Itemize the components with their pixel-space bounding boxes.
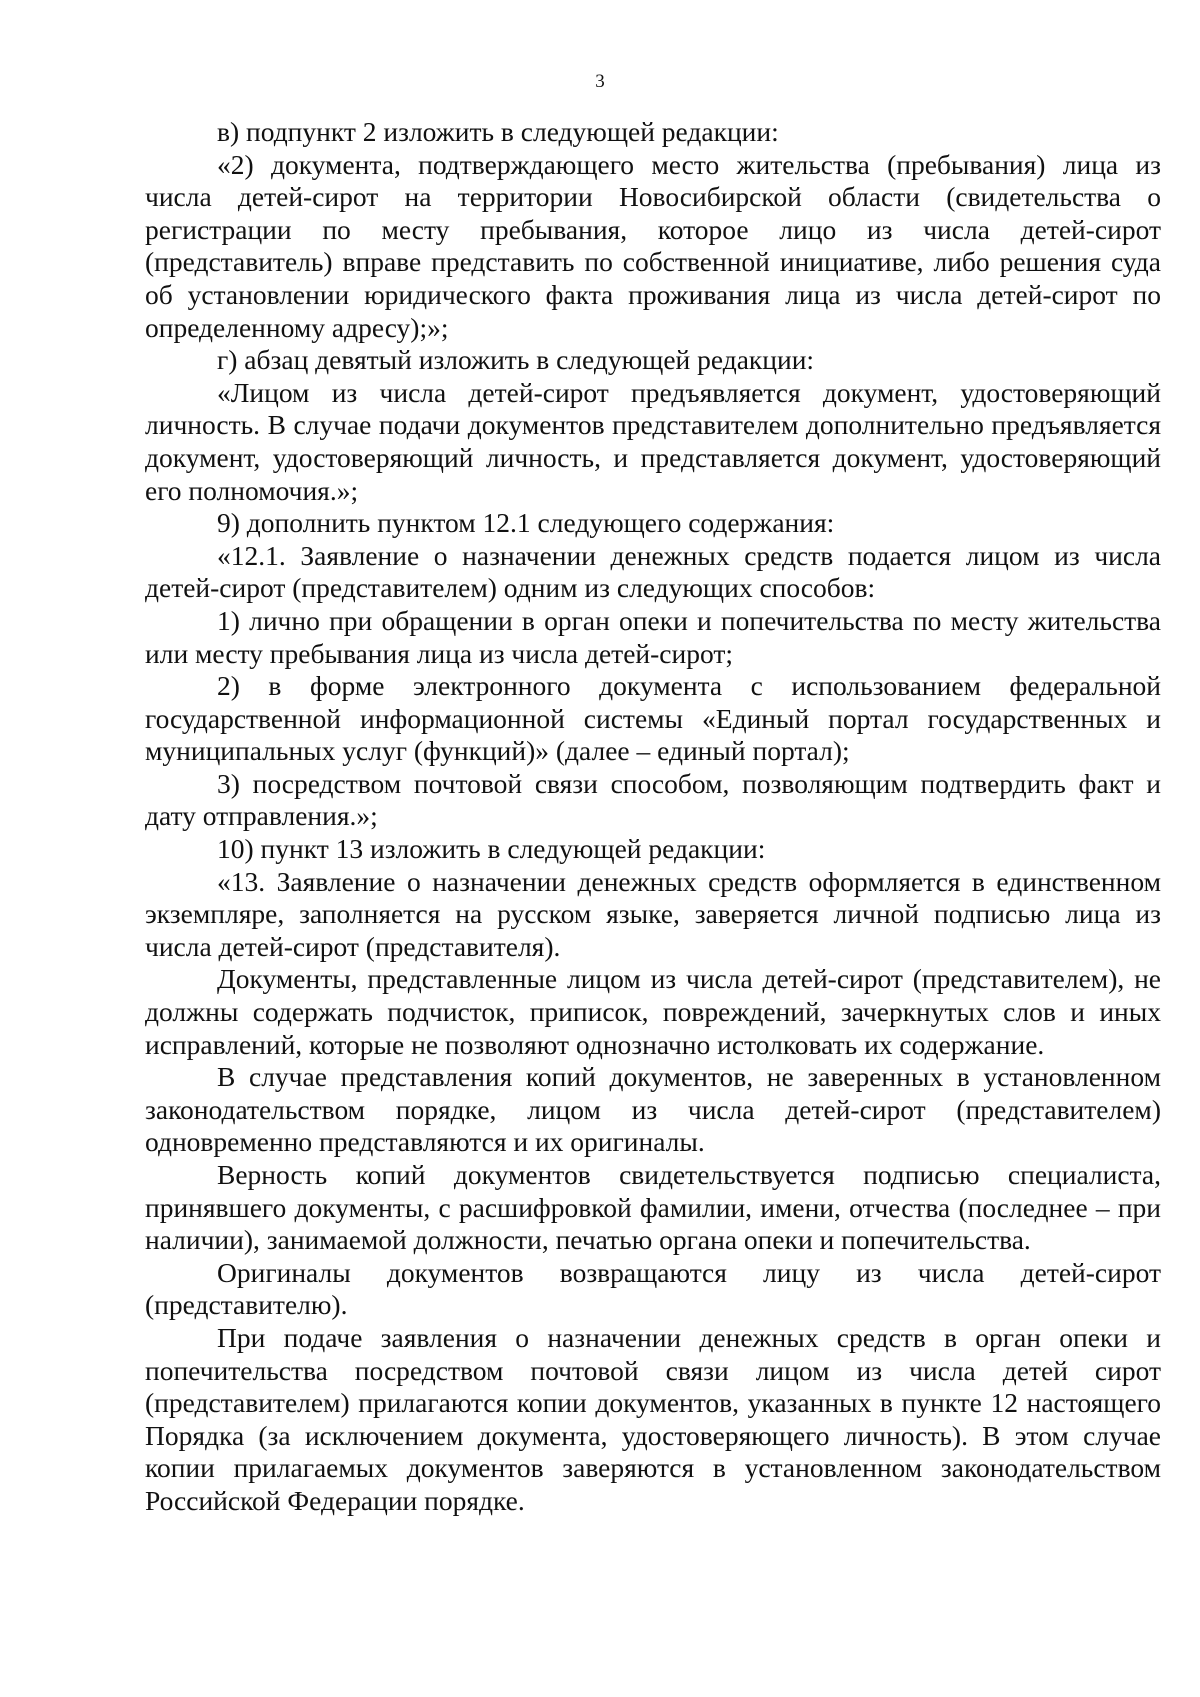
paragraph: г) абзац девятый изложить в следующей редакции: [217,344,815,376]
paragraph: в) подпункт 2 изложить в следующей редакции: [217,116,779,147]
paragraph: «Лицом из числа детей-сирот предъявляется документ, удостоверяющий личность. В случае подачи документов представителем дополнительно предъявляется документ, удостоверяющий личность, и представляется документ, удостоверяющий его полномочия.»; [145,376,1161,506]
paragraph: Верность копий документов свидетельствуется подписью специалиста, принявшего документы, с расшифровкой фамилии, имени, отчества (последнее – при наличии), занимаемой должности, печатью органа опеки и попечительства. [145,1159,1161,1256]
paragraph: 1) лично при обращении в орган опеки и попечительства по месту жительства или месту пребывания лица из числа детей-сирот; [145,604,1161,669]
paragraph: При подаче заявления о назначении денежных средств в орган опеки и попечительства посредством почтовой связи лицом из числа детей сирот (представителем) прилагаются копии документов, указанных в пункте 12 настоящего Порядка (за исключением документа, удостоверяющего личность). В этом случае копии прилагаемых документов заверяются в установленном законодательством Российской Федерации порядке. [145,1321,1161,1516]
paragraph: Документы, представленные лицом из числа детей-сирот (представителем), не должны содержать подчисток, приписок, повреждений, зачеркнутых слов и иных исправлений, которые не позволяют однозначно истолковать их содержание. [145,963,1161,1060]
paragraph: 3) посредством почтовой связи способом, позволяющим подтвердить факт и дату отправления.»; [145,767,1161,832]
paragraph: 9) дополнить пунктом 12.1 следующего содержания: [217,507,835,539]
paragraph: «12.1. Заявление о назначении денежных средств подается лицом из числа детей-сирот (представителем) одним из следующих способов: [145,539,1161,604]
paragraph: «2) документа, подтверждающего место жительства (пребывания) лица из числа детей-сирот на территории Новосибирской области (свидетельства о регистрации по месту пребывания, которое лицо из числа детей-сирот (представитель) вправе представить по собственной инициативе, либо решения суда об установлении юридического факта проживания лица из числа детей-сирот по определенному адресу);»; [145,148,1161,343]
paragraph: 2) в форме электронного документа с использованием федеральной государственной информационной системы «Единый портал государственных и муниципальных услуг (функций)» (далее – единый портал); [145,670,1161,767]
paragraph: В случае представления копий документов, не заверенных в установленном законодательством порядке, лицом из числа детей-сирот (представителем) одновременно представляются и их оригиналы. [145,1061,1161,1158]
paragraph: Оригиналы документов возвращаются лицу из числа детей-сирот (представителю). [145,1256,1161,1321]
page-number: 3 [595,71,605,92]
document-body [145,116,1161,1518]
paragraph: «13. Заявление о назначении денежных средств оформляется в единственном экземпляре, заполняется на русском языке, заверяется личной подписью лица из числа детей-сирот (представителя). [145,865,1161,962]
paragraph: 10) пункт 13 изложить в следующей редакции: [217,833,766,865]
